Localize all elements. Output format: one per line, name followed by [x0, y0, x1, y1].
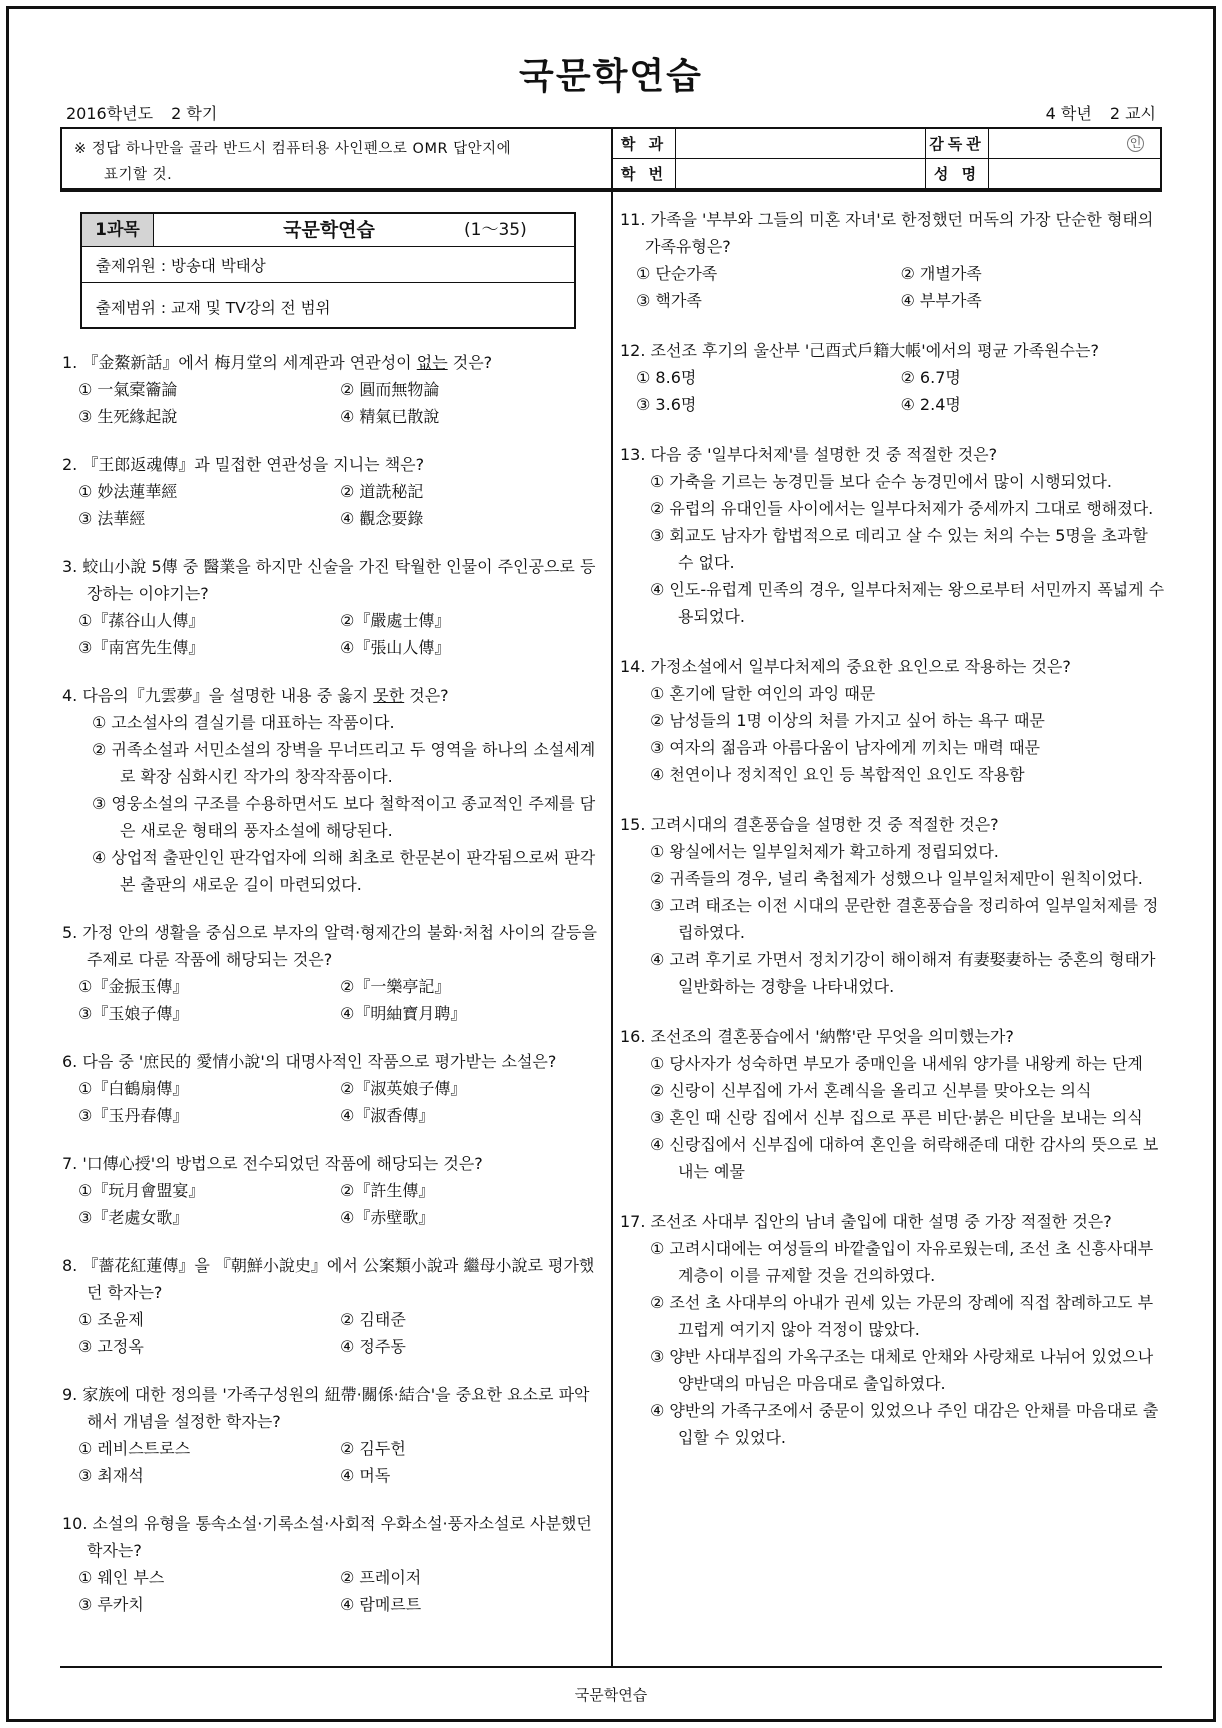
answer-option[interactable]: ④『張山人傳』: [340, 638, 451, 657]
school-year: 2016학년도: [66, 104, 154, 123]
exam-title: 국문학연습: [519, 56, 703, 97]
question: [620, 1023, 1165, 1185]
stem-text: 家族에 대한 정의를 '가족구성원의 紐帶·關係·結合'을 중요한 요소로 파악해서 개념을 설정한 학자는?: [82, 1385, 590, 1431]
answer-option[interactable]: ③ 회교도 남자가 합법적으로 데리고 살 수 있는 처의 수는 5명을 초과할 수 없다.: [650, 526, 1148, 572]
answer-option[interactable]: ② 6.7명: [900, 368, 961, 387]
question: [620, 811, 1165, 1000]
answer-option[interactable]: ③ 고려 태조는 이전 시대의 문란한 결혼풍습을 정리하여 일부일처제를 정립하였다.: [650, 896, 1159, 942]
question-number: 11.: [620, 210, 646, 229]
stem-text: 가족을 '부부와 그들의 미혼 자녀'로 한정했던 머독의 가장 단순한 형태의 가족유형은?: [645, 210, 1154, 256]
answer-option[interactable]: ① 당사자가 성숙하면 부모가 중매인을 내세워 양가를 내왕케 하는 단계: [650, 1054, 1143, 1073]
question-stem: [620, 337, 1165, 364]
answer-option[interactable]: ① 단순가족: [636, 264, 718, 283]
question-stem: [62, 1150, 602, 1177]
question-number: 1.: [62, 353, 78, 372]
answer-option[interactable]: ② 남성들의 1명 이상의 처를 가지고 싶어 하는 욕구 때문: [650, 711, 1045, 730]
stem-text: 조선조의 결혼풍습에서 '納幣'란 무엇을 의미했는가?: [650, 1027, 1014, 1046]
question-stem: [620, 653, 1165, 680]
answer-option[interactable]: ③『玉丹春傳』: [78, 1106, 189, 1125]
info-grid: [613, 129, 1160, 188]
question-stem: [620, 811, 1165, 838]
answer-option[interactable]: ③ 여자의 젊음과 아름다움이 남자에게 끼치는 매력 때문: [650, 738, 1040, 757]
stem-text: 조선조 사대부 집안의 남녀 출입에 대한 설명 중 가장 적절한 것은?: [650, 1212, 1112, 1231]
answer-option[interactable]: ④『淑香傳』: [340, 1106, 435, 1125]
question-stem: [620, 1208, 1165, 1235]
answer-option[interactable]: ④ 머독: [340, 1466, 391, 1485]
answer-option[interactable]: ④『明紬寶月聘』: [340, 1004, 467, 1023]
stem-text: 가정 안의 생활을 중심으로 부자의 알력·형제간의 불화·처첩 사이의 갈등을 주제로 다룬 작품에 해당되는 것은?: [82, 923, 597, 969]
answer-options: [62, 607, 602, 661]
question: [620, 1208, 1165, 1451]
stem-text: 가정소설에서 일부다처제의 중요한 요인으로 작용하는 것은?: [650, 657, 1071, 676]
answer-option[interactable]: ① 레비스트로스: [78, 1439, 191, 1458]
supervisor-stamp-field[interactable]: [989, 129, 1160, 159]
answer-option[interactable]: ③ 3.6명: [636, 395, 697, 414]
stem-text: 것은?: [404, 686, 449, 705]
stem-text: 다음의『九雲夢』을 설명한 내용 중 옳지: [82, 686, 374, 705]
answer-option[interactable]: ② 圓而無物論: [340, 380, 440, 399]
question-stem: [620, 1023, 1165, 1050]
answer-option[interactable]: ② 김태준: [340, 1310, 406, 1329]
year-term: [66, 101, 235, 124]
subject-name: 국문학연습: [283, 218, 375, 241]
answer-option[interactable]: ④ 양반의 가족구조에서 중문이 있었으나 주인 대감은 안채를 마음대로 출입할 수 있었다.: [650, 1401, 1159, 1447]
question-number: 4.: [62, 686, 78, 705]
bottom-divider: [60, 1666, 1162, 1668]
question-stem: [620, 441, 1165, 468]
answer-option[interactable]: ③ 生死緣起說: [78, 407, 178, 426]
answer-option[interactable]: ① 조윤제: [78, 1310, 144, 1329]
question: [620, 441, 1165, 630]
notice-line-2: 표기할 것.: [104, 167, 173, 183]
answer-option[interactable]: ③ 고정옥: [78, 1337, 144, 1356]
stem-text: 것은?: [447, 353, 493, 372]
answer-options: [62, 1075, 602, 1129]
question: [62, 1252, 602, 1360]
student-id-field[interactable]: [676, 159, 926, 189]
question-number: 3.: [62, 557, 78, 576]
question-stem: [62, 1510, 602, 1564]
question: [620, 337, 1165, 418]
question-list-right: [620, 206, 1165, 1451]
student-id-label: 학 번: [613, 159, 676, 189]
question-range: (1～35): [464, 219, 527, 240]
answer-option[interactable]: ①『金振玉傳』: [78, 977, 189, 996]
question-number: 2.: [62, 455, 78, 474]
answer-option[interactable]: ④『赤壁歌』: [340, 1208, 435, 1227]
question: [62, 1381, 602, 1489]
stem-text: 蛟山小說 5傳 중 醫業을 하지만 신술을 가진 탁월한 인물이 주인공으로 등장하는 이야기는?: [82, 557, 596, 603]
page-footer: 국문학연습: [574, 1686, 648, 1704]
answer-options: [62, 973, 602, 1027]
answer-option[interactable]: ②『一樂亭記』: [340, 977, 451, 996]
answer-option[interactable]: ② 유럽의 유대인들 사이에서는 일부다처제가 중세까지 그대로 행해졌다.: [650, 499, 1154, 518]
question: [620, 653, 1165, 788]
answer-option[interactable]: ③『老處女歌』: [78, 1208, 189, 1227]
answer-option[interactable]: ①『白鶴扇傳』: [78, 1079, 189, 1098]
answer-option[interactable]: ②『淑英娘子傳』: [340, 1079, 467, 1098]
question-stem: [62, 919, 602, 973]
question-stem: [62, 349, 602, 376]
answer-options: [62, 1177, 602, 1231]
answer-option[interactable]: ②『許生傳』: [340, 1181, 435, 1200]
stem-text: 『金鰲新話』에서 梅月堂의 세계관과 연관성이: [82, 353, 417, 372]
question-stem: [62, 1252, 602, 1306]
answer-option[interactable]: ③ 法華經: [78, 509, 146, 528]
answer-option[interactable]: ③ 혼인 때 신랑 집에서 신부 집으로 푸른 비단·붉은 비단을 보내는 의식: [650, 1108, 1143, 1127]
answer-option[interactable]: ① 고소설사의 결실기를 대표하는 작품이다.: [92, 713, 395, 732]
question-stem: [62, 1048, 602, 1075]
question-number: 13.: [620, 445, 646, 464]
name-field[interactable]: [989, 159, 1160, 189]
answer-option[interactable]: ①『玩月會盟宴』: [78, 1181, 205, 1200]
stem-text: 다음 중 '일부다처제'를 설명한 것 중 적절한 것은?: [650, 445, 998, 464]
answer-option[interactable]: ③ 루카치: [78, 1595, 144, 1614]
answer-option[interactable]: ① 妙法蓮華經: [78, 482, 178, 501]
answer-option[interactable]: ③『南宮先生傳』: [78, 638, 205, 657]
answer-option[interactable]: ② 김두헌: [340, 1439, 406, 1458]
question-number: 14.: [620, 657, 646, 676]
stem-text: 고려시대의 결혼풍습을 설명한 것 중 적절한 것은?: [650, 815, 999, 834]
student-info-box: [60, 127, 1162, 190]
answer-options: [620, 1235, 1165, 1451]
answer-option[interactable]: ② 귀족들의 경우, 널리 축첩제가 성했으나 일부일처제만이 원칙이었다.: [650, 869, 1143, 888]
question-number: 8.: [62, 1256, 78, 1275]
answer-option[interactable]: ① 혼기에 달한 여인의 과잉 때문: [650, 684, 876, 703]
stem-text: 『王郎返魂傳』과 밀접한 연관성을 지니는 책은?: [82, 455, 425, 474]
question-number: 12.: [620, 341, 646, 360]
answer-option[interactable]: ④ 부부가족: [900, 291, 982, 310]
dept-label: 학 과: [613, 129, 676, 159]
answer-option[interactable]: ④ 2.4명: [900, 395, 961, 414]
question-number: 7.: [62, 1154, 78, 1173]
omr-notice: [62, 129, 613, 188]
answer-option[interactable]: ④ 신랑집에서 신부집에 대하여 혼인을 허락해준데 대한 감사의 뜻으로 보내는 예물: [650, 1135, 1159, 1181]
left-column: [62, 200, 602, 1639]
answer-option[interactable]: ① 웨인 부스: [78, 1568, 165, 1587]
answer-options: [620, 364, 1165, 418]
answer-option[interactable]: ④ 상업적 출판인인 판각업자에 의해 최초로 한문본이 판각됨으로써 판각본 출판의 새로운 길이 마련되었다.: [92, 848, 596, 894]
question: [62, 553, 602, 661]
answer-option[interactable]: ① 8.6명: [636, 368, 697, 387]
question-stem: [62, 451, 602, 478]
question-list-left: [62, 349, 602, 1618]
stem-emphasis: 없는: [416, 353, 448, 372]
supervisor-label: 감독관: [926, 129, 989, 159]
answer-option[interactable]: ④ 精氣已散說: [340, 407, 440, 426]
answer-options: [620, 680, 1165, 788]
answer-option[interactable]: ② 道詵秘記: [340, 482, 424, 501]
question-stem: [620, 206, 1165, 260]
answer-option[interactable]: ④ 람메르트: [340, 1595, 422, 1614]
question: [62, 451, 602, 532]
answer-option[interactable]: ② 프레이저: [340, 1568, 422, 1587]
answer-option[interactable]: ③ 영웅소설의 구조를 수용하면서도 보다 철학적이고 종교적인 주제를 담은 새로운 형태의 풍자소설에 해당된다.: [92, 794, 596, 840]
answer-option[interactable]: ②『嚴處士傳』: [340, 611, 451, 630]
answer-options: [620, 838, 1165, 1000]
answer-options: [620, 468, 1165, 630]
question: [62, 919, 602, 1027]
question-number: 10.: [62, 1514, 88, 1533]
question-number: 17.: [620, 1212, 646, 1231]
answer-options: [62, 1435, 602, 1489]
right-column: [620, 206, 1165, 1474]
answer-option[interactable]: ① 왕실에서는 일부일처제가 확고하게 정립되었다.: [650, 842, 999, 861]
answer-option[interactable]: ③ 핵가족: [636, 291, 702, 310]
answer-option[interactable]: ④ 인도-유럽계 민족의 경우, 일부다처제는 왕으로부터 서민까지 폭넓게 수용되었다.: [650, 580, 1165, 626]
semester: 2 학기: [171, 104, 218, 123]
question: [620, 206, 1165, 314]
answer-options: [62, 1306, 602, 1360]
answer-options: [620, 260, 1165, 314]
question-number: 5.: [62, 923, 78, 942]
answer-option[interactable]: ② 조선 초 사대부의 아내가 권세 있는 가문의 장례에 직접 참례하고도 부끄럽게 여기지 않아 걱정이 많았다.: [650, 1293, 1154, 1339]
answer-option[interactable]: ④ 정주동: [340, 1337, 406, 1356]
seal-icon: 인: [1127, 135, 1144, 152]
question: [62, 1150, 602, 1231]
subject-box: [80, 212, 576, 329]
answer-options: [62, 709, 602, 898]
exam-scope: 출제범위 : 교재 및 TV강의 전 범위: [96, 299, 331, 317]
answer-option[interactable]: ③『玉娘子傳』: [78, 1004, 189, 1023]
answer-options: [620, 1050, 1165, 1185]
answer-options: [62, 478, 602, 532]
exam-author: 출제위원 : 방송대 박태상: [82, 247, 574, 283]
answer-option[interactable]: ② 귀족소설과 서민소설의 장벽을 무너뜨리고 두 영역을 하나의 소설세계로 확장 심화시킨 작가의 창작작품이다.: [92, 740, 596, 786]
stem-text: 다음 중 '庶民的 愛情小說'의 대명사적인 작품으로 평가받는 소설은?: [82, 1052, 557, 1071]
question-number: 9.: [62, 1385, 78, 1404]
question-number: 15.: [620, 815, 646, 834]
notice-line-1: ※ 정답 하나만을 골라 반드시 컴퓨터용 사인펜으로 OMR 답안지에: [74, 141, 512, 157]
answer-option[interactable]: ③ 양반 사대부집의 가옥구조는 대체로 안채와 사랑채로 나뉘어 있었으나 양반댁의 마님은 마음대로 출입하였다.: [650, 1347, 1154, 1393]
answer-option[interactable]: ③ 최재석: [78, 1466, 144, 1485]
answer-option[interactable]: ① 고려시대에는 여성들의 바깥출입이 자유로웠는데, 조선 초 신흥사대부계층이 이를 규제할 것을 건의하였다.: [650, 1239, 1154, 1285]
answer-option[interactable]: ①『蓀谷山人傳』: [78, 611, 205, 630]
answer-option[interactable]: ② 신랑이 신부집에 가서 혼례식을 올리고 신부를 맞아오는 의식: [650, 1081, 1092, 1100]
column-divider: [611, 190, 613, 1668]
answer-option[interactable]: ② 개별가족: [900, 264, 982, 283]
answer-option[interactable]: ① 가축을 기르는 농경민들 보다 순수 농경민에서 많이 시행되었다.: [650, 472, 1112, 491]
answer-options: [62, 1564, 602, 1618]
stem-emphasis: 못한: [373, 686, 405, 705]
stem-text: 『薔花紅蓮傳』을 『朝鮮小說史』에서 公案類小說과 繼母小說로 평가했던 학자는?: [82, 1256, 595, 1302]
question-stem: [62, 1381, 602, 1435]
question: [62, 1510, 602, 1618]
stem-text: 조선조 후기의 울산부 '己酉式戶籍大帳'에서의 평균 가족원수는?: [650, 341, 1099, 360]
dept-field[interactable]: [676, 129, 926, 159]
name-label: 성 명: [926, 159, 989, 189]
answer-option[interactable]: ④ 觀念要錄: [340, 509, 424, 528]
stem-text: '口傳心授'의 방법으로 전수되었던 작품에 해당되는 것은?: [82, 1154, 483, 1173]
grade: 4 학년: [1045, 104, 1092, 123]
answer-option[interactable]: ④ 고려 후기로 가면서 정치기강이 해이해져 有妻娶妻하는 중혼의 형태가 일반화하는 경향을 나타내었다.: [650, 950, 1156, 996]
question-stem: [62, 682, 602, 709]
question-number: 16.: [620, 1027, 646, 1046]
question-number: 6.: [62, 1052, 78, 1071]
question-stem: [62, 553, 602, 607]
stem-text: 소설의 유형을 통속소설·기록소설·사회적 우화소설·풍자소설로 사분했던 학자는?: [87, 1514, 592, 1560]
period: 2 교시: [1109, 104, 1156, 123]
answer-options: [62, 376, 602, 430]
subject-number: 1과목: [82, 214, 154, 246]
answer-option[interactable]: ④ 천연이나 정치적인 요인 등 복합적인 요인도 작용함: [650, 765, 1025, 784]
question: [62, 349, 602, 430]
question: [62, 682, 602, 898]
answer-option[interactable]: ① 一氣槖籥論: [78, 380, 178, 399]
subject-header: [82, 214, 574, 247]
grade-period: [1046, 101, 1156, 124]
question: [62, 1048, 602, 1129]
